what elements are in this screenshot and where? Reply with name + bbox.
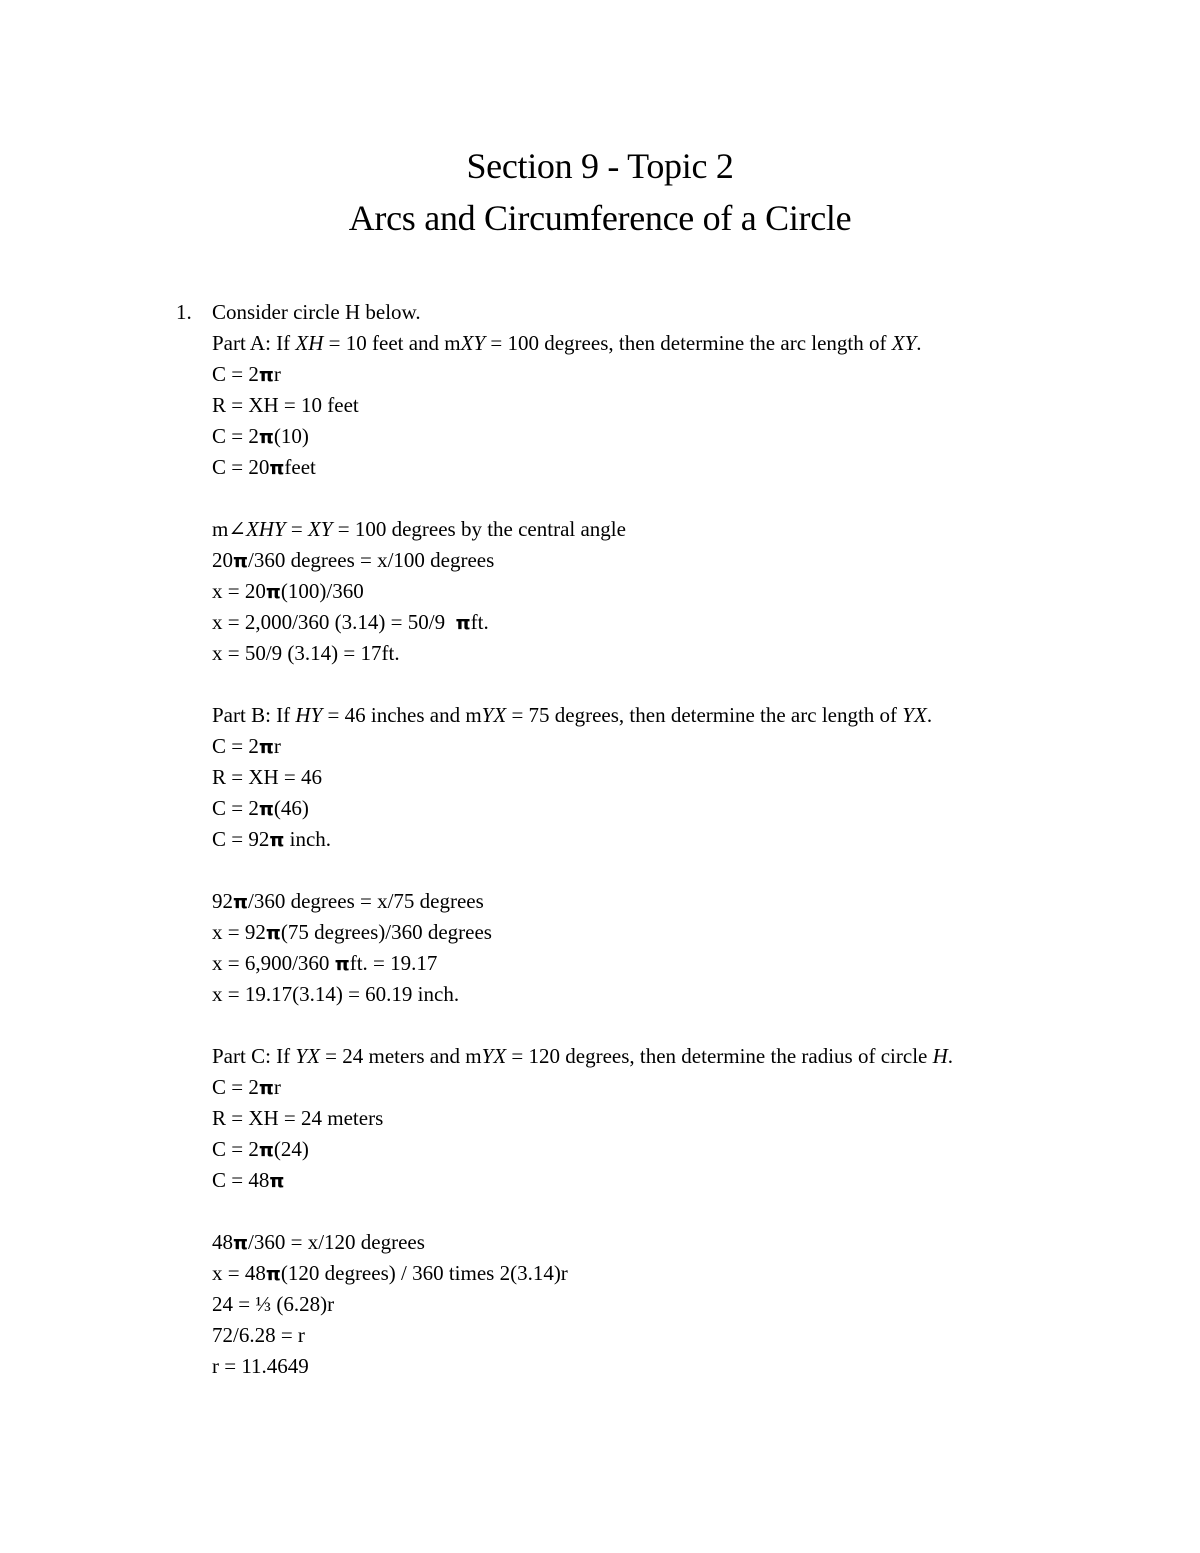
solution-line <box>212 331 1152 362</box>
text-segment: Consider circle H below. <box>212 300 421 324</box>
text-segment: . <box>916 331 922 355</box>
text-segment: r <box>273 362 281 386</box>
pi-symbol: π <box>258 426 274 448</box>
text-segment: R = XH = 10 feet <box>212 393 359 417</box>
text-segment: Part C: If <box>212 1044 296 1068</box>
text-segment: 72/6.28 = r <box>212 1323 305 1347</box>
solution-line <box>212 300 1152 331</box>
solution-line <box>212 455 1152 486</box>
text-segment: . <box>926 703 933 727</box>
solution-body <box>212 300 1152 1385</box>
text-segment: C = 2 <box>212 1137 259 1161</box>
text-segment: (100)/360 <box>280 579 364 603</box>
blank-line <box>212 672 1152 703</box>
solution-line <box>212 548 1152 579</box>
text-segment: x = 20 <box>212 579 266 603</box>
text-segment: m∠ <box>212 517 246 541</box>
text-segment: = 100 degrees, then determine the arc length of <box>485 331 892 355</box>
solution-line <box>212 1354 1152 1385</box>
text-segment: ft. = 19.17 <box>349 951 438 975</box>
text-segment: = 24 meters and m <box>319 1044 482 1068</box>
text-segment: x = 2,000/360 (3.14) = 50/9 <box>212 610 456 634</box>
text-segment: = 10 feet and m <box>323 331 461 355</box>
text-segment: C = 2 <box>212 424 259 448</box>
solution-line <box>212 765 1152 796</box>
blank-line <box>212 1199 1152 1230</box>
text-segment: (24) <box>273 1137 309 1161</box>
text-segment: /360 degrees = x/100 degrees <box>248 548 495 572</box>
solution-line <box>212 610 1152 641</box>
solution-line <box>212 920 1152 951</box>
blank-line <box>212 486 1152 517</box>
math-variable: XY <box>460 331 486 355</box>
text-segment: /360 degrees = x/75 degrees <box>248 889 484 913</box>
pi-symbol: π <box>258 364 274 386</box>
list-item-number: 1. <box>176 300 192 324</box>
solution-line <box>212 982 1152 1013</box>
solution-line <box>212 1075 1152 1106</box>
text-segment: 20 <box>212 548 233 572</box>
solution-line <box>212 424 1152 455</box>
text-segment: = 75 degrees, then determine the arc length of <box>506 703 903 727</box>
text-segment: r <box>273 734 281 758</box>
text-segment: C = 20 <box>212 455 270 479</box>
solution-line <box>212 1044 1152 1075</box>
text-segment: x = 19.17(3.14) = 60.19 inch. <box>212 982 460 1006</box>
solution-line <box>212 579 1152 610</box>
pi-symbol: π <box>258 736 274 758</box>
math-variable: YX <box>481 1044 507 1068</box>
math-variable: XY <box>891 331 917 355</box>
pi-symbol: π <box>258 1077 274 1099</box>
blank-line <box>212 1013 1152 1044</box>
pi-symbol: π <box>258 1139 274 1161</box>
text-segment: C = 2 <box>212 362 259 386</box>
solution-line <box>212 1292 1152 1323</box>
section-title: Section 9 - Topic 2 <box>466 146 734 186</box>
text-segment: ft. <box>470 610 489 634</box>
math-variable: XHY <box>245 517 286 541</box>
pi-symbol: π <box>269 457 285 479</box>
text-segment: (75 degrees)/360 degrees <box>280 920 492 944</box>
pi-symbol: π <box>233 1232 249 1254</box>
solution-line <box>212 951 1152 982</box>
text-segment: x = 92 <box>212 920 266 944</box>
text-segment: x = 6,900/360 <box>212 951 335 975</box>
math-variable: XY <box>307 517 333 541</box>
pi-symbol: π <box>233 550 249 572</box>
solution-line <box>212 827 1152 858</box>
text-segment: 48 <box>212 1230 233 1254</box>
solution-line <box>212 1137 1152 1168</box>
pi-symbol: π <box>265 1263 281 1285</box>
pi-symbol: π <box>233 891 249 913</box>
pi-symbol: π <box>265 581 281 603</box>
text-segment: . <box>947 1044 954 1068</box>
solution-line <box>212 889 1152 920</box>
text-segment: r <box>273 1075 281 1099</box>
solution-line <box>212 393 1152 424</box>
text-segment: 24 = ⅓ (6.28)r <box>212 1292 335 1316</box>
pi-symbol: π <box>269 829 285 851</box>
pi-symbol: π <box>334 953 350 975</box>
pi-symbol: π <box>455 612 471 634</box>
solution-line <box>212 641 1152 672</box>
solution-line <box>212 1168 1152 1199</box>
solution-line <box>212 703 1152 734</box>
blank-line <box>212 858 1152 889</box>
text-segment: = 120 degrees, then determine the radius of circle <box>506 1044 933 1068</box>
text-segment: Part B: If <box>212 703 296 727</box>
solution-line <box>212 734 1152 765</box>
pi-symbol: π <box>269 1170 285 1192</box>
text-segment: feet <box>284 455 316 479</box>
math-variable: YX <box>295 1044 320 1068</box>
solution-line <box>212 362 1152 393</box>
text-segment: r = 11.4649 <box>212 1354 309 1378</box>
text-segment: 92 <box>212 889 233 913</box>
text-segment: C = 2 <box>212 796 259 820</box>
text-segment: C = 2 <box>212 734 259 758</box>
math-variable: YX <box>481 703 507 727</box>
solution-line <box>212 1323 1152 1354</box>
pi-symbol: π <box>258 798 274 820</box>
topic-title: Arcs and Circumference of a Circle <box>348 198 852 238</box>
text-segment: C = 92 <box>212 827 270 851</box>
pi-symbol: π <box>265 922 281 944</box>
text-segment: (120 degrees) / 360 times 2(3.14)r <box>280 1261 568 1285</box>
text-segment: Part A: If <box>212 331 296 355</box>
math-variable: XH <box>295 331 324 355</box>
solution-line <box>212 517 1152 548</box>
text-segment: = 100 degrees by the central angle <box>332 517 626 541</box>
solution-line <box>212 1230 1152 1261</box>
text-segment: C = 48 <box>212 1168 270 1192</box>
solution-line <box>212 1261 1152 1292</box>
math-variable: H <box>932 1044 948 1068</box>
text-segment: C = 2 <box>212 1075 259 1099</box>
text-segment: = <box>285 517 308 541</box>
text-segment: inch. <box>284 827 332 851</box>
math-variable: YX <box>902 703 927 727</box>
math-variable: HY <box>295 703 323 727</box>
text-segment: x = 50/9 (3.14) = 17ft. <box>212 641 400 665</box>
solution-line <box>212 796 1152 827</box>
text-segment: (46) <box>273 796 309 820</box>
text-segment: = 46 inches and m <box>322 703 482 727</box>
text-segment: R = XH = 46 <box>212 765 323 789</box>
text-segment: (10) <box>273 424 309 448</box>
text-segment: /360 = x/120 degrees <box>248 1230 425 1254</box>
text-segment: x = 48 <box>212 1261 266 1285</box>
solution-line <box>212 1106 1152 1137</box>
text-segment: R = XH = 24 meters <box>212 1106 384 1130</box>
